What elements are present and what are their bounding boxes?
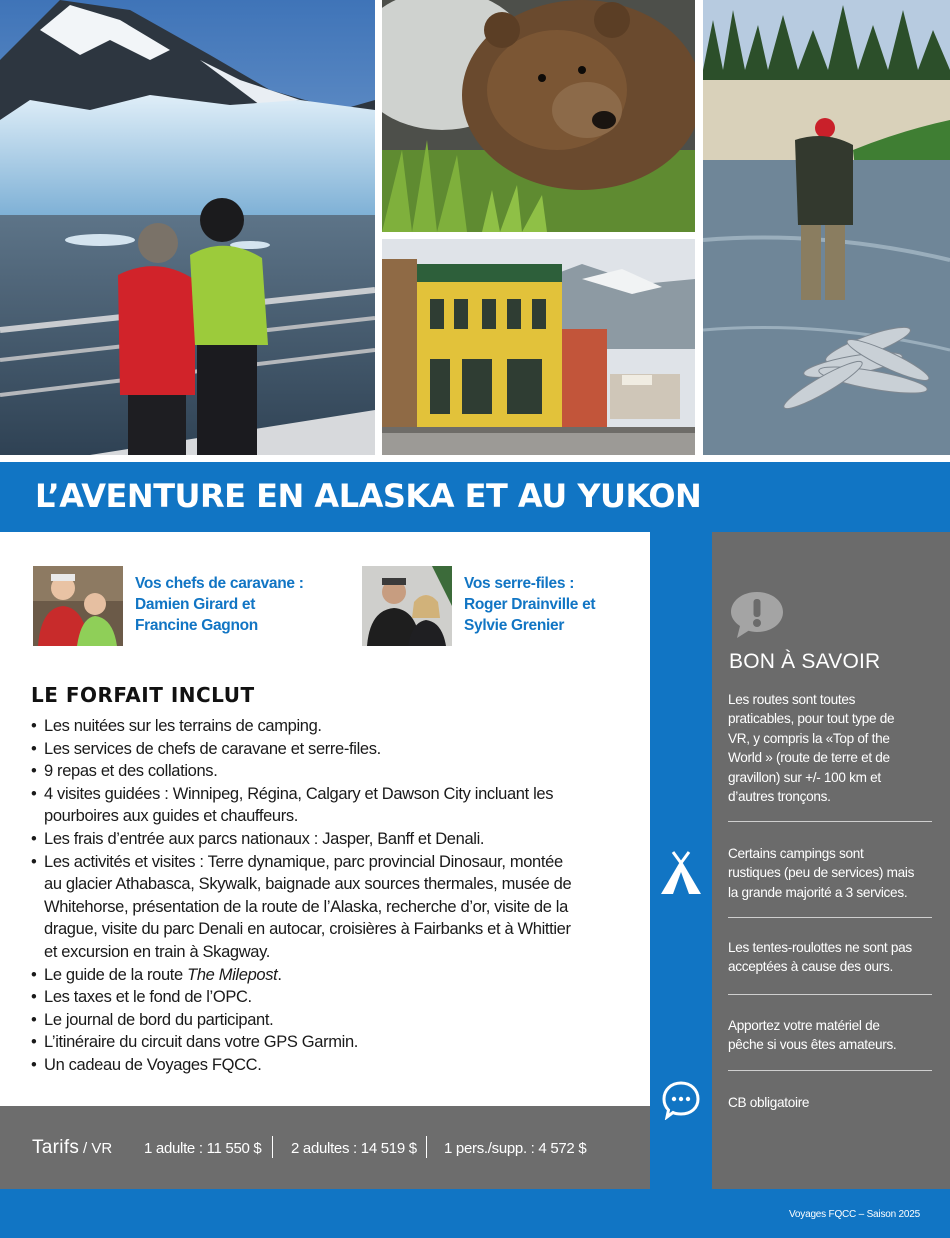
rear-guides-text <box>464 573 664 636</box>
list-item-line: • Les frais d’entrée aux parcs nationaux : Jasper, Banff et Denali. <box>44 829 485 848</box>
list-item <box>31 1009 611 1032</box>
price-extra-person: 1 pers./supp. : 4 572 $ <box>444 1140 587 1157</box>
list-item-line: Whitehorse, présentation de la route de l’Alaska, recherche d’or, visite de la <box>44 897 568 916</box>
list-item <box>31 851 611 964</box>
list-item <box>31 715 611 738</box>
list-item-line: • Les services de chefs de caravane et serre-files. <box>44 739 381 758</box>
rear-guides-name-1: Roger Drainville et <box>464 596 596 613</box>
forfait-list <box>31 715 611 1077</box>
note-campings <box>728 844 940 902</box>
caravan-leaders-name-1: Damien Girard et <box>135 596 256 613</box>
price-divider <box>426 1136 427 1158</box>
note-peche <box>728 1016 940 1055</box>
tarifs-bar <box>0 1106 650 1189</box>
chat-bubble-icon <box>661 1080 701 1120</box>
tarifs-unit: / VR <box>83 1140 113 1157</box>
list-item-line: • Un cadeau de Voyages FQCC. <box>44 1055 262 1074</box>
caravan-leaders-role: Vos chefs de caravane : <box>135 575 304 592</box>
note-line: World » (route de terre et de <box>728 750 890 766</box>
note-tentes-roulottes <box>728 938 940 977</box>
tarifs-label: Tarifs <box>32 1137 80 1158</box>
bon-a-savoir-panel <box>712 532 950 1189</box>
list-item-line <box>44 964 611 987</box>
list-item <box>31 738 611 761</box>
note-line: VR, y compris la «Top of the <box>728 730 890 746</box>
list-item-line: pourboires aux guides et chauffeurs. <box>44 807 299 826</box>
list-item-line: • Les nuitées sur les terrains de camping. <box>44 717 322 735</box>
list-item <box>31 760 611 783</box>
tent-icon <box>659 850 703 896</box>
note-line: Certains campings sont <box>728 846 864 861</box>
list-item-line: • Le journal de bord du participant. <box>44 1010 274 1029</box>
rear-guides-name-2: Sylvie Grenier <box>464 617 565 634</box>
guide-item-after: . <box>277 965 282 984</box>
title-band <box>0 462 950 532</box>
fishing-river-photo <box>703 0 950 455</box>
price-one-adult: 1 adulte : 11 550 $ <box>144 1140 262 1157</box>
glacier-cruise-photo <box>0 0 375 455</box>
grizzly-bear-photo <box>382 0 695 232</box>
forfait-heading: LE FORFAIT INCLUT <box>31 683 255 707</box>
note-routes <box>728 690 940 806</box>
price-two-adults: 2 adultes : 14 519 $ <box>291 1140 417 1157</box>
note-line: CB obligatoire <box>728 1095 810 1110</box>
list-item-line: • Les taxes et le fond de l’OPC. <box>44 988 252 1007</box>
footer-band <box>0 1189 950 1238</box>
guide-item-title: The Milepost <box>187 965 278 984</box>
list-item <box>31 964 611 987</box>
note-divider <box>728 994 932 995</box>
note-line: Les routes sont toutes <box>728 692 856 707</box>
guide-item-before: Le guide de la route <box>44 965 188 984</box>
main-content <box>0 532 650 1106</box>
alert-bubble-icon <box>729 590 785 640</box>
list-item-line: • L’itinéraire du circuit dans votre GPS Garmin. <box>44 1033 359 1052</box>
note-divider <box>728 917 932 918</box>
caravan-leaders-text <box>135 573 335 636</box>
bon-a-savoir-title: BON À SAVOIR <box>729 650 881 673</box>
note-cb <box>728 1093 940 1112</box>
note-line: gravillon) sur +/- 100 km et <box>728 769 881 785</box>
caravan-leaders-name-2: Francine Gagnon <box>135 617 258 634</box>
price-divider <box>272 1136 273 1158</box>
list-item-line: et excursion en train à Skagway. <box>44 942 271 961</box>
page-title: L’AVENTURE EN ALASKA ET AU YUKON <box>35 477 702 515</box>
skagway-street-photo <box>382 239 695 455</box>
note-line: praticables, pour tout type de <box>728 711 895 727</box>
list-item-line: • Les activités et visites : Terre dynamique, parc provincial Dinosaur, montée <box>44 852 563 871</box>
note-line: Les tentes-roulottes ne sont pas <box>728 940 912 955</box>
rear-guides-photo <box>362 566 452 646</box>
list-item-line: au glacier Athabasca, Skywalk, baignade aux sources thermales, musée de <box>44 875 572 894</box>
list-item-line: drague, visite du parc Denali en autocar, croisières à Fairbanks et à Whittier <box>44 920 571 939</box>
list-item <box>31 1031 611 1054</box>
rear-guides-role: Vos serre-files : <box>464 575 575 592</box>
note-divider <box>728 1070 932 1071</box>
list-item-line: • 9 repas et des collations. <box>44 762 218 781</box>
list-item <box>31 783 611 828</box>
note-line: Apportez votre matériel de <box>728 1018 880 1033</box>
list-item <box>31 1054 611 1077</box>
note-divider <box>728 821 932 822</box>
list-item <box>31 828 611 851</box>
note-line: la grande majorité a 3 services. <box>728 884 908 900</box>
list-item <box>31 986 611 1009</box>
footer-text: Voyages FQCC – Saison 2025 <box>789 1209 920 1220</box>
list-item-line: • 4 visites guidées : Winnipeg, Régina, Calgary et Dawson City incluant les <box>44 784 554 803</box>
note-line: pêche si vous êtes amateurs. <box>728 1037 897 1053</box>
caravan-leaders-photo <box>33 566 123 646</box>
note-line: d’autres tronçons. <box>728 789 831 805</box>
note-line: acceptées à cause des ours. <box>728 959 893 975</box>
note-line: rustiques (peu de services) mais <box>728 865 915 881</box>
